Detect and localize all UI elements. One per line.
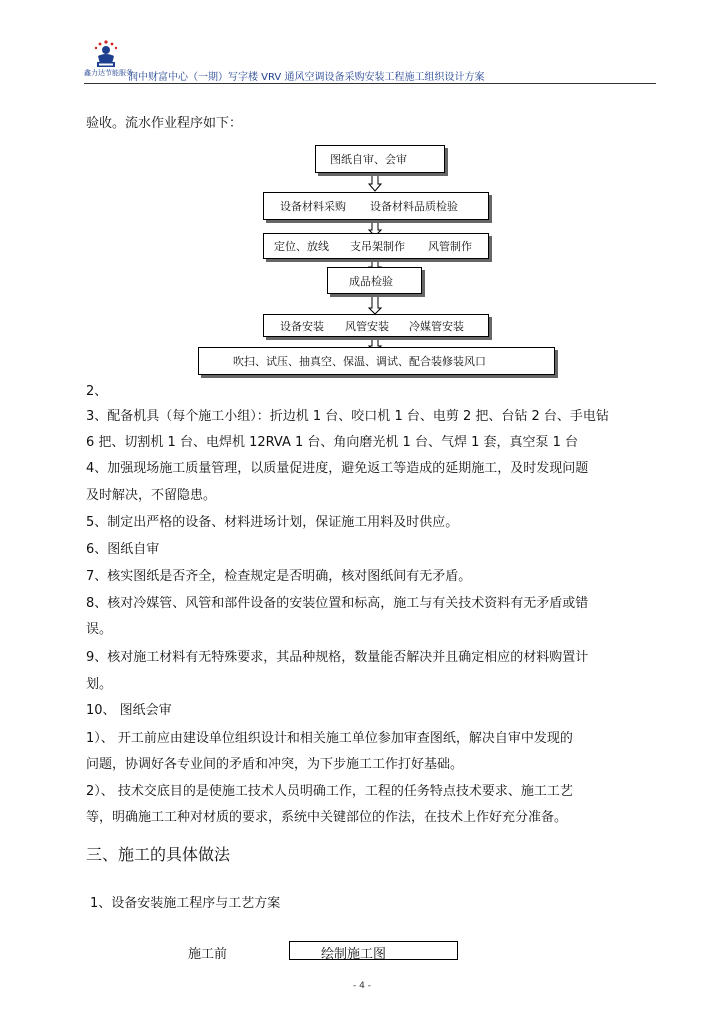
- page-number: - 4 -: [353, 981, 371, 991]
- before-construction-label: 施工前: [188, 947, 228, 962]
- item-10: 10、 图纸会审: [86, 703, 172, 718]
- flow-step-review: 图纸自审、会审: [315, 145, 445, 173]
- logo-caption: 鑫力达节能服务: [84, 69, 133, 77]
- flow-step-inspection: 成品检验: [327, 267, 422, 294]
- process-step-drawing: 绘制施工图: [289, 941, 458, 960]
- subitem-2-line2: 等，明确施工工种对材质的要求，系统中关键部位的作法，在技术上作好充分准备。: [86, 810, 568, 825]
- subitem-1-line1: 1）、 开工前应由建设单位组织设计和相关施工单位参加审查图纸，解决自审中发现的: [86, 731, 573, 746]
- subsection-heading: 1、设备安装施工程序与工艺方案: [90, 896, 281, 911]
- flow-step-procurement: 设备材料采购 设备材料品质检验: [263, 192, 489, 220]
- item-9-line2: 划。: [86, 677, 113, 692]
- item-4-line2: 及时解决，不留隐患。: [86, 488, 217, 503]
- header-title: 润中财富中心（一期）写字楼 VRV 通风空调设备采购安装工程施工组织设计方案: [128, 72, 485, 83]
- flow-step-commissioning: 吹扫、试压、抽真空、保温、调试、配合装修装风口: [198, 347, 555, 375]
- flow-step-installation: 设备安装 风管安装 冷媒管安装: [263, 314, 489, 337]
- item-5: 5、制定出严格的设备、材料进场计划，保证施工用料及时供应。: [86, 515, 459, 530]
- section-heading: 三、施工的具体做法: [86, 845, 231, 864]
- subitem-1-line2: 问题，协调好各专业间的矛盾和冲突，为下步施工工作打好基础。: [86, 757, 464, 772]
- item-9-line1: 9、核对施工材料有无特殊要求，其品种规格，数量能否解决并且确定相应的材料购置计: [86, 650, 589, 665]
- intro-text: 验收。流水作业程序如下：: [86, 116, 243, 131]
- item-8-line1: 8、核对冷媒管、风管和部件设备的安装位置和标高，施工与有关技术资料有无矛盾或错: [86, 596, 589, 611]
- arrow-1-icon: [369, 175, 381, 191]
- item-2: 2、: [86, 384, 108, 399]
- item-3-line2: 6 把、切割机 1 台、电焊机 12RVA 1 台、角向磨光机 1 台、气焊 1 套，真空泵 1 台: [86, 435, 579, 450]
- item-3-line1: 3、配备机具（每个施工小组）：折边机 1 台、咬口机 1 台、电剪 2 把、台钻 2 台、手电钻: [86, 409, 609, 424]
- arrow-4-icon: [369, 295, 381, 314]
- item-6: 6、图纸自审: [86, 542, 160, 557]
- item-7: 7、核实图纸是否齐全，检查规定是否明确，核对图纸间有无矛盾。: [86, 569, 472, 584]
- flow-step-fabrication: 定位、放线 支吊架制作 风管制作: [263, 233, 489, 259]
- item-4-line1: 4、加强现场施工质量管理，以质量促进度，避免返工等造成的延期施工，及时发现问题: [86, 461, 589, 476]
- subitem-2-line1: 2）、 技术交底目的是使施工技术人员明确工作，工程的任务特点技术要求、施工工艺: [86, 784, 573, 799]
- item-8-line2: 误。: [86, 622, 113, 637]
